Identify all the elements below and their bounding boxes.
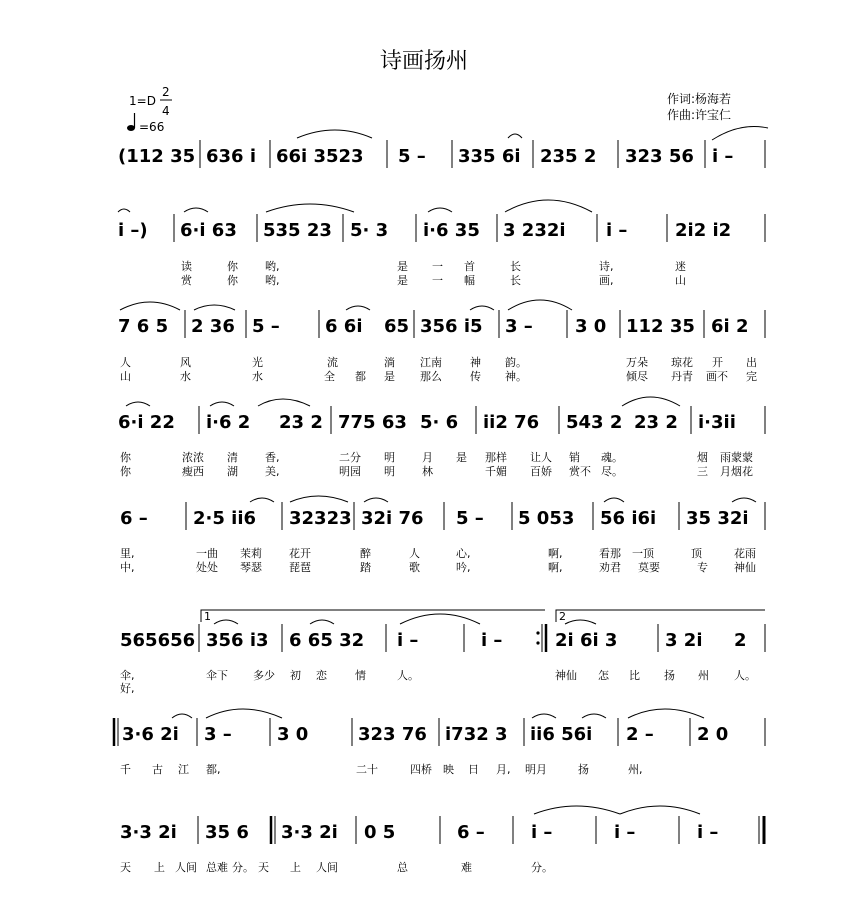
lyric-syllable: 扬 [664, 669, 675, 682]
lyric-syllable: 总 [397, 861, 408, 874]
lyric-syllable: 怎 [598, 669, 609, 682]
measure-notes: i – [481, 630, 503, 651]
lyric-syllable: 诗, [599, 260, 614, 273]
lyric-syllable: 难 [461, 861, 472, 874]
lyric-syllable: 画, [599, 274, 614, 287]
key-signature: 1=D [129, 94, 156, 108]
volta-number: 1 [204, 610, 211, 623]
measure-notes: 3 – [505, 316, 533, 337]
lyric-syllable: 古 [152, 763, 163, 776]
measure-notes: ii6 56i [530, 724, 593, 745]
score-row-1 [118, 127, 768, 169]
lyric-syllable: 踏 [360, 561, 371, 574]
lyric-syllable: 哟, [265, 274, 280, 287]
lyric-syllable: 啊, [548, 561, 563, 574]
lyric-syllable: 光 [252, 356, 263, 369]
slurs [297, 127, 768, 141]
lyric-syllable: 一 [432, 274, 443, 287]
measure-notes: 65 [384, 316, 410, 337]
lyric-syllable: 心, [456, 547, 471, 560]
lyric-syllable: 神仙 [555, 669, 577, 682]
measure-notes: 2 36 [191, 316, 235, 337]
composer-credit: 作曲:许宝仁 [667, 108, 732, 122]
lyric-syllable: 山 [675, 274, 686, 287]
lyric-syllable: 吟, [456, 561, 471, 574]
lyric-syllable: 林 [422, 465, 433, 478]
lyric-syllable: 劝君 [599, 561, 621, 574]
measure-notes: i732 3 [445, 724, 508, 745]
lyric-syllable: 烟 [697, 451, 708, 464]
lyric-syllable: 首 [464, 260, 475, 273]
lyric-syllable: 百娇 [530, 465, 552, 478]
lyric-syllable: 你 [227, 274, 238, 287]
lyric-syllable: 好, [120, 682, 135, 695]
measure-notes: 356 i3 [206, 630, 269, 651]
slurs [118, 200, 592, 212]
lyric-syllable: 韵。 [505, 356, 527, 369]
lyric-syllable: 州, [628, 763, 643, 776]
measure-notes: 23 2 [634, 412, 678, 433]
lyric-syllable: 情 [355, 669, 366, 682]
lyric-syllable: 你 [120, 451, 131, 464]
lyric-syllable: 茉莉 [240, 547, 262, 560]
lyric-syllable: 江 [178, 763, 189, 776]
measure-notes: 23 2 [279, 412, 323, 433]
lyric-syllable: 伞下 [206, 669, 228, 682]
lyric-syllable: 江南 [420, 356, 442, 369]
lyric-syllable: 传 [470, 370, 481, 383]
lyric-syllable: 是 [456, 451, 467, 464]
lyric-syllable: 花雨 [734, 547, 756, 560]
measure-notes: i – [614, 822, 636, 843]
lyric-syllable: 映 [443, 763, 454, 776]
lyric-syllable: 明月 [525, 763, 547, 776]
volta-bracket-1 [201, 610, 545, 623]
measure-notes: 323 56 [625, 146, 694, 167]
lyric-syllable: 神。 [505, 370, 527, 383]
measure-notes: i·3ii [698, 412, 736, 433]
lyric-syllable: 琼花 [671, 356, 693, 369]
measure-notes: 5 – [456, 508, 484, 529]
lyric-syllable: 长 [510, 260, 521, 273]
measure-notes: 3 – [204, 724, 232, 745]
measure [458, 146, 521, 167]
measure-notes: 5 – [398, 146, 426, 167]
lyric-syllable: 赏不 [569, 465, 591, 478]
lyric-syllable: 月 [422, 451, 433, 464]
lyric-syllable: 琴瑟 [240, 561, 262, 574]
lyric-syllable: 歌 [409, 561, 420, 574]
measure-notes: i – [397, 630, 419, 651]
slurs [250, 496, 756, 502]
lyric-syllable: 天 [258, 861, 269, 874]
lyric-syllable: 初 [290, 669, 301, 682]
lyric-syllable: 醉 [360, 547, 371, 560]
lyric-syllable: 是 [384, 370, 395, 383]
lyric-syllable: 千媚 [485, 465, 507, 478]
lyric-syllable: 是 [397, 274, 408, 287]
measure-notes: 235 2 [540, 146, 597, 167]
lyric-syllable: 你 [227, 260, 238, 273]
song-title: 诗画扬州 [379, 49, 469, 74]
lyric-syllable: 尽。 [601, 465, 623, 478]
lyric-syllable: 清 [227, 451, 238, 464]
lyric-syllable: 啊, [548, 547, 563, 560]
lyric-syllable: 月烟花 [720, 465, 753, 478]
lyric-syllable: 雨蒙蒙 [720, 451, 753, 464]
score-row-4 [118, 397, 765, 478]
lyric-syllable: 那样 [485, 451, 507, 464]
lyric-syllable: 香, [265, 451, 280, 464]
measure-notes: 565656 [120, 630, 196, 651]
lyric-syllable: 月, [496, 763, 511, 776]
measure-notes: 636 i [206, 146, 257, 167]
measure-notes: 535 23 [263, 220, 332, 241]
lyricist-credit: 作词:杨海若 [667, 92, 732, 106]
lyric-syllable: 神仙 [734, 561, 756, 574]
measure-notes: 3 0 [277, 724, 309, 745]
measure-notes: i – [531, 822, 553, 843]
lyric-syllable: 开 [712, 356, 723, 369]
measure-notes: 6 – [457, 822, 485, 843]
lyric-syllable: 总难 [206, 861, 228, 874]
slurs [120, 300, 572, 310]
measure-notes: 7 6 5 [118, 316, 169, 337]
lyric-syllable: 流 [327, 356, 338, 369]
measure-notes: 2·5 ii6 [193, 508, 257, 529]
measure-notes: 5· 3 [350, 220, 389, 241]
lyric-syllable: 二十 [356, 763, 378, 776]
final-barline [759, 816, 764, 844]
measure-notes: 6 65 32 [289, 630, 365, 651]
volta-number: 2 [559, 610, 566, 623]
measure-notes: 3 2i [665, 630, 703, 651]
quarter-note-icon [127, 113, 135, 131]
lyric-syllable: 水 [180, 370, 191, 383]
lyric-syllable: 风 [180, 356, 191, 369]
lyric-syllable: 都, [206, 763, 221, 776]
lyric-syllable: 哟, [265, 260, 280, 273]
lyric-syllable: 莫要 [638, 561, 660, 574]
lyric-syllable: 读 [181, 260, 192, 273]
lyric-syllable: 顶 [691, 547, 702, 560]
lyric-syllable: 长 [510, 274, 521, 287]
lyric-syllable: 全 [324, 370, 335, 383]
lyric-syllable: 琵琶 [289, 561, 311, 574]
lyric-syllable: 天 [120, 861, 131, 874]
measure-notes: 35 32i [686, 508, 749, 529]
measure-notes: 112 35 [626, 316, 695, 337]
lyric-syllable: 分。 [531, 861, 553, 874]
lyric-syllable: 淌 [384, 356, 395, 369]
lyric-syllable: 完 [746, 370, 757, 383]
lyric-syllable: 三 [697, 465, 708, 478]
measure-notes: i – [606, 220, 628, 241]
measure-notes: 56 i6i [600, 508, 657, 529]
time-signature-bottom: 4 [162, 104, 170, 118]
measure-notes: 2 0 [697, 724, 729, 745]
measure-notes: 6 – [120, 508, 148, 529]
measure-notes: 6 6i [325, 316, 363, 337]
lyric-syllable: 分。 [232, 861, 254, 874]
lyric-syllable: 迷 [675, 260, 686, 273]
lyric-syllable: 水 [252, 370, 263, 383]
lyric-syllable: 神 [470, 356, 481, 369]
lyric-syllable: 人 [409, 547, 420, 560]
lyric-syllable: 明 [384, 465, 395, 478]
lyric-syllable: 多少 [253, 669, 275, 682]
lyric-syllable: 伞, [120, 669, 135, 682]
measure-notes: 6i 2 [711, 316, 749, 337]
score-row-6 [120, 610, 765, 695]
lyric-syllable: 千 [120, 763, 131, 776]
repeat-start-barline [114, 718, 118, 746]
lyric-syllable: 一顶 [632, 547, 654, 560]
lyric-syllable: 是 [397, 260, 408, 273]
measure-notes: 0 5 [364, 822, 396, 843]
lyric-syllable: 赏 [181, 274, 192, 287]
lyric-syllable: 丹青 [671, 370, 693, 383]
lyric-syllable: 幅 [464, 274, 475, 287]
lyric-syllable: 人。 [734, 669, 756, 682]
measure [398, 146, 426, 167]
lyric-syllable: 一曲 [196, 547, 218, 560]
measure [206, 146, 256, 167]
lyric-syllable: 四桥 [410, 763, 432, 776]
measure-notes: 2i 6i 3 [555, 630, 618, 651]
measure-notes: 5 – [252, 316, 280, 337]
measure-notes: 543 2 [566, 412, 623, 433]
measure-notes: 5 053 [518, 508, 575, 529]
measure-notes: 3·3 2i [281, 822, 338, 843]
measure [712, 146, 733, 167]
lyric-syllable: 山 [120, 370, 131, 383]
time-signature-top: 2 [162, 85, 170, 99]
measure-notes: 3 0 [575, 316, 607, 337]
measure-notes: 2 [734, 630, 747, 651]
measure-notes: 6·i 63 [180, 220, 237, 241]
measure-notes: i –) [118, 220, 148, 241]
repeat-start-barline [271, 816, 275, 844]
slurs [214, 614, 596, 624]
measure-notes: 6·i 22 [118, 412, 175, 433]
lyric-syllable: 花开 [289, 547, 311, 560]
lyric-syllable: 湖 [227, 465, 238, 478]
measure-notes: 3 232i [503, 220, 566, 241]
lyric-syllable: 人 [120, 356, 131, 369]
measure [625, 146, 694, 167]
lyric-syllable: 二分 [339, 451, 361, 464]
lyric-syllable: 让人 [530, 451, 552, 464]
lyric-syllable: 专 [697, 561, 708, 574]
measure-notes: ii2 76 [483, 412, 540, 433]
lyric-syllable: 恋 [316, 669, 327, 682]
measure-notes: 35 6 [205, 822, 249, 843]
lyric-syllable: 州 [698, 669, 709, 682]
lyric-syllable: 里, [120, 547, 135, 560]
lyric-syllable: 人间 [316, 861, 338, 874]
measure-notes: i·6 35 [423, 220, 480, 241]
lyric-syllable: 比 [629, 669, 640, 682]
lyric-syllable: 都 [355, 370, 366, 383]
lyric-syllable: 美, [265, 465, 280, 478]
measure [276, 146, 364, 167]
measure-notes: 2 – [626, 724, 654, 745]
lyric-syllable: 明园 [339, 465, 361, 478]
measure-notes: 5· 6 [420, 412, 459, 433]
lyric-syllable: 扬 [578, 763, 589, 776]
measure-notes: 356 i5 [420, 316, 483, 337]
lyric-syllable: 明 [384, 451, 395, 464]
lyric-syllable: 日 [468, 763, 479, 776]
lyric-syllable: 上 [154, 861, 165, 874]
measure-notes: 3·6 2i [122, 724, 179, 745]
measure-notes: 3·3 2i [120, 822, 177, 843]
score-row-7 [114, 709, 765, 776]
measure-notes: 335 6i [458, 146, 521, 167]
lyric-syllable: 你 [120, 465, 131, 478]
repeat-end-barline [536, 624, 546, 652]
measure-notes: 66i 3523 [276, 146, 364, 167]
measure-notes: (112 35 [118, 146, 196, 167]
lyric-syllable: 人。 [397, 669, 419, 682]
lyric-syllable: 倾尽 [626, 370, 648, 383]
lyric-syllable: 万朵 [626, 356, 648, 369]
lyric-syllable: 上 [290, 861, 301, 874]
slurs [126, 397, 680, 406]
measure [540, 146, 596, 167]
lyric-syllable: 瘦西 [182, 465, 204, 478]
measure-notes: 323 76 [358, 724, 427, 745]
measure-notes: i – [697, 822, 719, 843]
lyric-syllable: 人间 [175, 861, 197, 874]
lyric-syllable: 出 [746, 356, 757, 369]
lyric-syllable: 一 [432, 260, 443, 273]
measure-notes: i – [712, 146, 734, 167]
score-row-8 [120, 806, 764, 874]
measure [118, 146, 195, 167]
score-row-2 [118, 200, 765, 287]
measure-notes: 775 63 [338, 412, 407, 433]
lyric-syllable: 画不 [706, 370, 728, 383]
measure-notes: 32323 [289, 508, 352, 529]
lyric-syllable: 那么 [420, 370, 442, 383]
lyric-syllable: 处处 [196, 561, 218, 574]
measure-notes: 32i 76 [361, 508, 424, 529]
score-row-5 [120, 496, 765, 574]
measure-notes: 2i2 i2 [675, 220, 732, 241]
slurs [172, 709, 704, 718]
tempo-marking: =66 [139, 120, 165, 134]
lyric-syllable: 魂。 [601, 451, 623, 464]
lyric-syllable: 中, [120, 561, 135, 574]
lyric-syllable: 销 [569, 451, 580, 464]
score-row-3 [118, 300, 765, 383]
slurs [534, 806, 700, 814]
measure-notes: i·6 2 [206, 412, 251, 433]
lyric-syllable: 浓浓 [182, 451, 204, 464]
lyric-syllable: 看那 [599, 547, 621, 560]
